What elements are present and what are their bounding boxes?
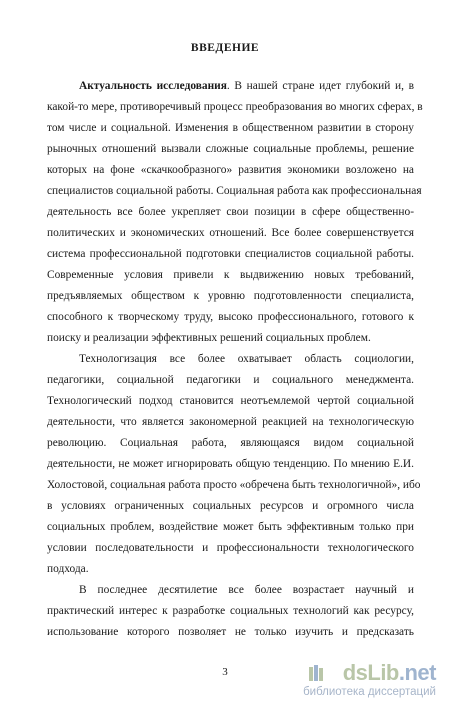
paragraph-2-line: социальных проблем, воздействие может быть эффективным только при xyxy=(47,521,414,533)
watermark xyxy=(246,660,436,700)
paragraph-3-line: В последнее десятилетие все более возрастает научный и xyxy=(79,584,414,596)
paragraph-1-line: том числе и социальной. Изменения в общественном развитии в сторону xyxy=(47,122,414,134)
paragraph-1-line-0 xyxy=(79,79,414,93)
paragraph-2-line: деятельности, что является закономерной реакцией на технологическую xyxy=(47,416,414,428)
paragraph-3-line: использование которого позволяет не только изучить и предсказать xyxy=(47,626,414,638)
paragraph-2-line: Технологизация все более охватывает область социологии, xyxy=(79,353,414,365)
paragraph-1-line: способного к творческому труду, высоко профессионального, готового к xyxy=(47,311,414,323)
paragraph-1-line: поиску и реализации эффективных решений социальных проблем. xyxy=(47,332,371,344)
paragraph-1-line: которых на фоне «скачкообразного» развития экономики возложено на xyxy=(47,164,414,176)
lead-rest-text: . В нашей стране идет глубокий и, в xyxy=(226,80,414,92)
paragraph-1-line: система профессиональной подготовки специалистов социальной работы. xyxy=(47,248,414,260)
paragraph-1-line: Современные условия привели к выдвижению новых требований, xyxy=(47,269,414,281)
paragraph-1-line: политических и экономических отношений. Все более совершенствуется xyxy=(47,227,414,239)
paragraph-2-line: в условиях ограниченных социальных ресурсов и огромного числа xyxy=(47,500,414,512)
paragraph-2-line: Холостовой, социальная работа просто «обречена быть технологичной», ибо xyxy=(47,479,421,491)
paragraph-2-line: подхода. xyxy=(47,563,89,575)
paragraph-1-line: специалистов социальной работы. Социальная работа как профессиональная xyxy=(47,185,422,197)
paragraph-2-line: условии последовательности и профессиональности технологического xyxy=(47,542,414,554)
paragraph-1-line: деятельность все более укрепляет свои позиции в сфере общественно- xyxy=(47,206,414,218)
paragraph-1-line: предъявляемых обществом к уровню подготовленности специалиста, xyxy=(47,290,414,302)
paragraph-2-line: Технологический подход становится неотъемлемой чертой социальной xyxy=(47,395,414,407)
watermark-logo xyxy=(343,660,436,686)
paragraph-2-line: революцию. Социальная работа, являющаяся видом социальной xyxy=(47,437,414,449)
page-number: 3 xyxy=(222,666,228,678)
paragraph-1-line: какой-то мере, противоречивый процесс преобразования во многих сферах, в xyxy=(47,101,423,113)
watermark-subtitle: библиотека диссертаций xyxy=(303,686,436,698)
lead-bold-text: Актуальность исследования xyxy=(79,80,227,92)
books-icon xyxy=(308,664,324,682)
paragraph-2-line: педагогики, социальной педагогики и социального менеджмента. xyxy=(47,374,414,386)
paragraph-3-line: практический интерес к разработке социальных технологий как ресурсу, xyxy=(47,605,414,617)
section-heading: ВВЕДЕНИЕ xyxy=(190,42,260,54)
paragraph-1-line: рыночных отношений вызвали сложные социальные проблемы, решение xyxy=(47,143,414,155)
paragraph-2-line: деятельности, не может игнорировать общую тенденцию. По мнению Е.И. xyxy=(47,458,414,470)
watermark-logo-domain: .net xyxy=(398,660,436,685)
watermark-logo-main: dsLib xyxy=(342,660,399,685)
